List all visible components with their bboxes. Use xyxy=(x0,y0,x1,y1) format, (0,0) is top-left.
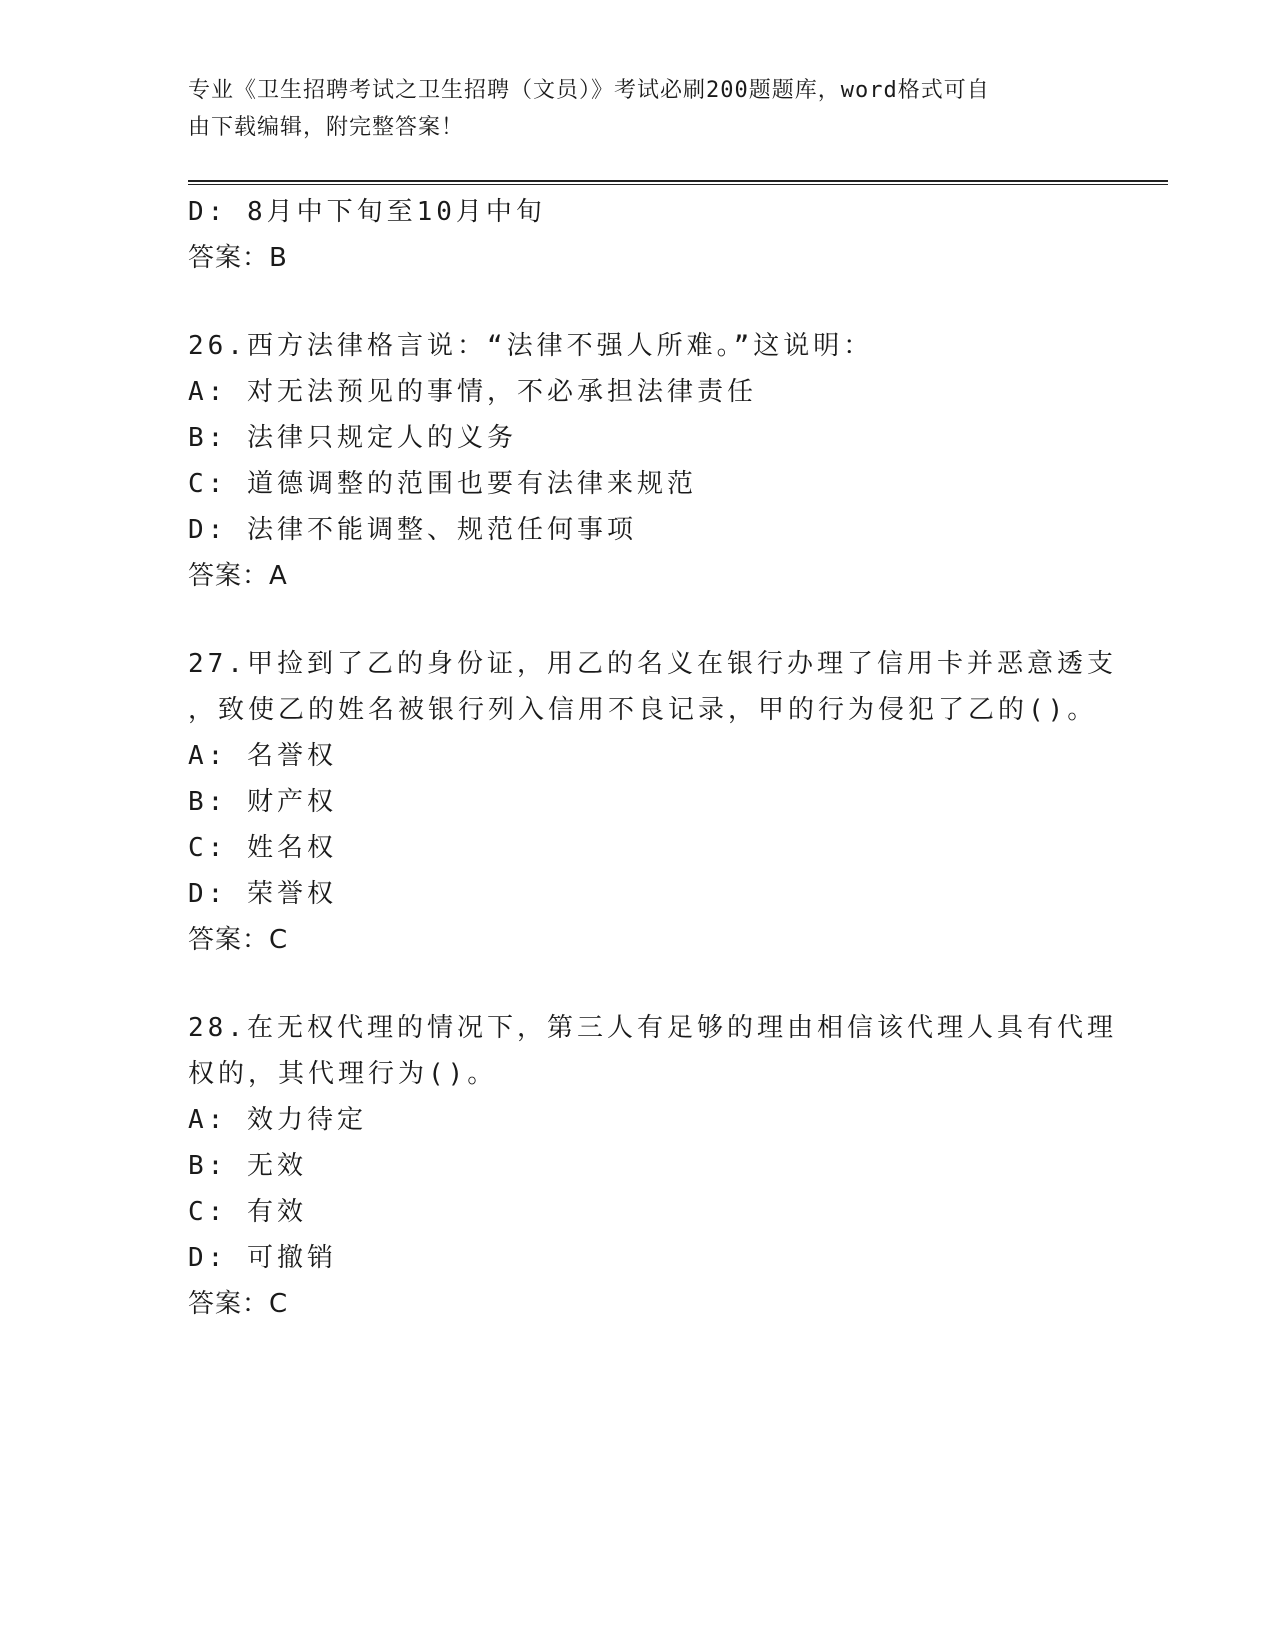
option-d: D: 法律不能调整、规范任何事项 xyxy=(188,515,637,545)
option-a: A: 名誉权 xyxy=(188,741,337,771)
option-b: B: 财产权 xyxy=(188,787,337,817)
option-a: A: 效力待定 xyxy=(188,1105,367,1135)
option-b: B: 法律只规定人的义务 xyxy=(188,423,517,453)
document-body xyxy=(188,189,1117,1327)
option-c: C: 道德调整的范围也要有法律来规范 xyxy=(188,469,697,499)
option-c: C: 姓名权 xyxy=(188,833,337,863)
option-d: D: 8月中下旬至10月中旬 xyxy=(188,197,546,227)
header-line-1: 专业《卫生招聘考试之卫生招聘（文员）》考试必刷200题题库，word格式可自 xyxy=(188,78,990,103)
question-26 xyxy=(188,323,1108,599)
answer-line: 答案：B xyxy=(188,243,288,273)
answer-line: 答案：C xyxy=(188,1289,289,1319)
question-stem-continued: ，致使乙的姓名被银行列入信用不良记录，甲的行为侵犯了乙的()。 xyxy=(188,695,1098,725)
answer-line: 答案：C xyxy=(188,925,289,955)
question-25-tail xyxy=(188,189,1108,281)
question-stem: 26.西方法律格言说：“法律不强人所难。”这说明： xyxy=(188,331,874,361)
header-line-2: 由下载编辑，附完整答案！ xyxy=(188,115,465,140)
answer-line: 答案：A xyxy=(188,561,288,591)
option-a: A: 对无法预见的事情，不必承担法律责任 xyxy=(188,377,757,407)
option-d: D: 荣誉权 xyxy=(188,879,337,909)
question-stem: 27.甲捡到了乙的身份证，用乙的名义在银行办理了信用卡并恶意透支 xyxy=(188,649,1117,679)
question-stem: 28.在无权代理的情况下，第三人有足够的理由相信该代理人具有代理 xyxy=(188,1013,1117,1043)
document-header xyxy=(188,72,1078,146)
option-d: D: 可撤销 xyxy=(188,1243,337,1273)
header-divider xyxy=(188,180,1168,185)
option-b: B: 无效 xyxy=(188,1151,307,1181)
question-27 xyxy=(188,641,1117,963)
option-c: C: 有效 xyxy=(188,1197,307,1227)
question-stem-continued: 权的，其代理行为()。 xyxy=(188,1059,498,1089)
question-28 xyxy=(188,1005,1117,1327)
